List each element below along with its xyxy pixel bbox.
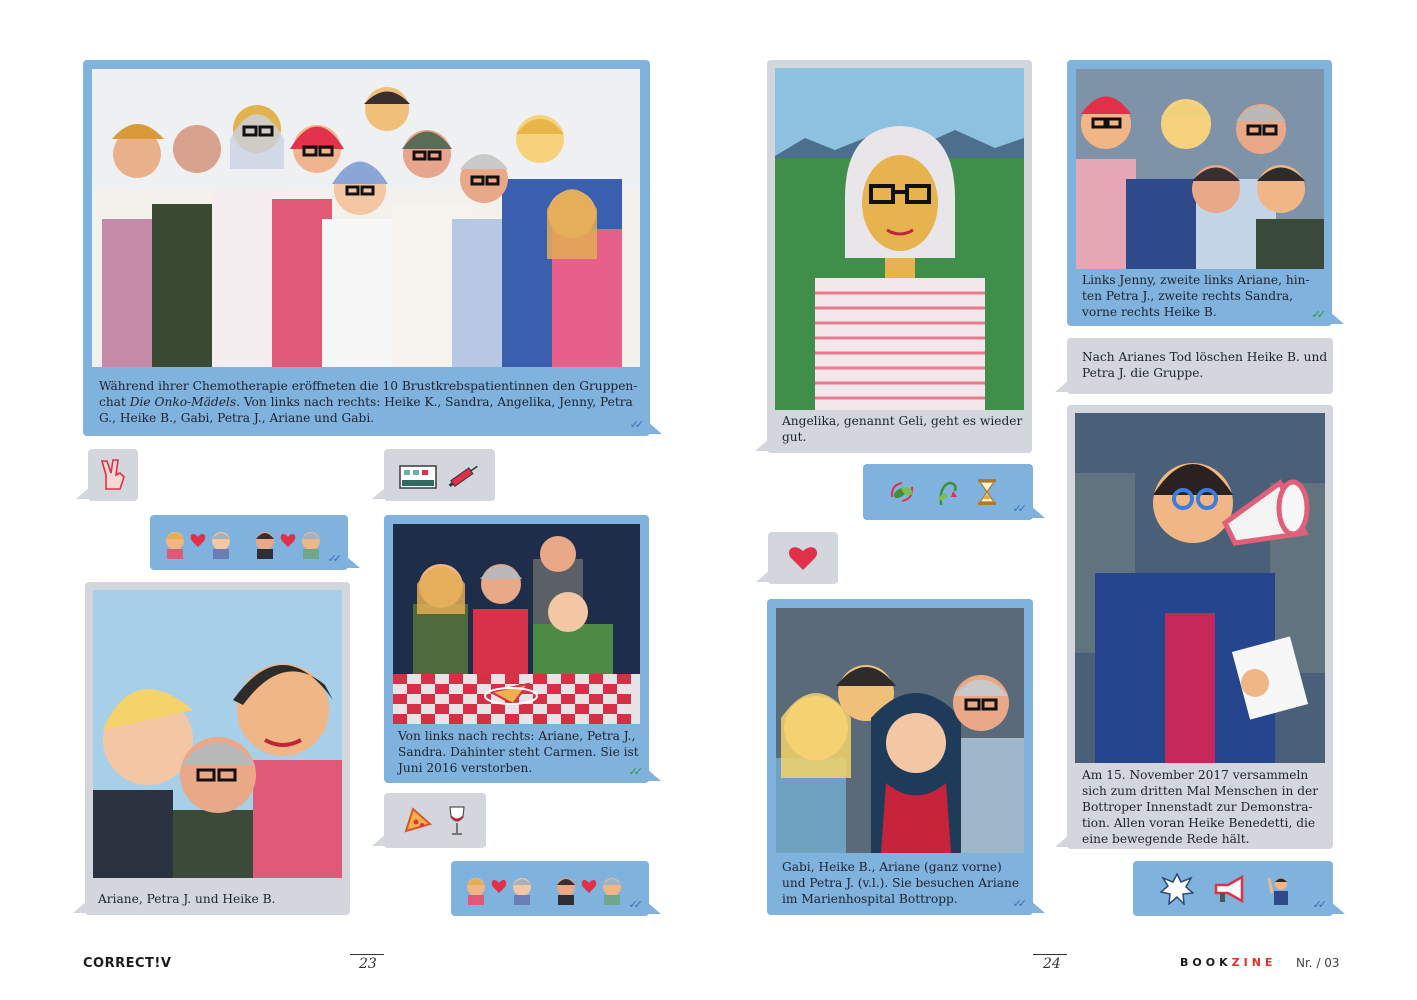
ariane-trio-caption: Ariane, Petra J. und Heike B. — [98, 892, 276, 906]
heart-icon — [768, 532, 838, 584]
demonstration-caption — [1082, 767, 1318, 847]
correctiv-logo: CORRECT!V — [83, 956, 172, 971]
read-checkmark-icon: ✓✓ — [327, 552, 338, 565]
caption-line: Während ihrer Chemotherapie eröffneten die 10 Brustkrebspatientinnen den Gruppen- — [99, 379, 638, 393]
jenny-group-message[interactable] — [1067, 60, 1332, 326]
anger-burst-icon — [1160, 873, 1194, 905]
caption-line: sich zum dritten Mal Menschen in der — [1082, 784, 1319, 798]
caption-line: Von links nach rechts: Ariane, Petra J., — [398, 729, 636, 743]
angelika-illustration — [775, 68, 1024, 410]
dinner-photo-message[interactable] — [384, 515, 649, 783]
hospital-visit-illustration — [776, 608, 1024, 853]
caption-line: tion. Allen voran Heike Benedetti, die — [1082, 816, 1316, 830]
cycle-leaves-icon — [887, 477, 917, 507]
hospital-visit-message[interactable] — [767, 599, 1033, 915]
chat-name: Die Onko-Mädels — [129, 395, 237, 409]
caption-line: ten Petra J., zweite rechts Sandra, — [1082, 289, 1294, 303]
group-illustration — [92, 69, 640, 367]
couple-heart-icon — [159, 527, 237, 559]
read-checkmark-icon: ✓✓ — [1012, 502, 1023, 515]
hourglass-icon — [975, 477, 999, 507]
couple-heart-icon — [550, 873, 628, 905]
couple-heart-icon — [249, 527, 327, 559]
wine-glass-icon — [447, 805, 467, 837]
hospital-icon — [398, 460, 438, 490]
read-checkmark-icon: ✓✓ — [1311, 308, 1322, 321]
bookzine-logo-zine: ZINE — [1231, 956, 1277, 969]
recycle-leaves-message[interactable] — [863, 464, 1033, 520]
caption-line: Angelika, genannt Geli, geht es wieder — [782, 414, 1023, 428]
emoji-row — [863, 464, 1023, 520]
emoji-row — [1133, 861, 1321, 916]
hospital-visit-caption — [782, 859, 1019, 907]
caption-line: vorne rechts Heike B. — [1082, 305, 1217, 319]
group-deleted-message[interactable] — [1067, 338, 1333, 394]
caption-line: Am 15. November 2017 versammeln — [1082, 768, 1309, 782]
bookzine-logo-book: BOOK — [1180, 956, 1232, 969]
page-number-rule — [350, 954, 384, 955]
ariane-trio-message[interactable] — [85, 582, 350, 915]
pizza-wine-message[interactable] — [384, 793, 486, 848]
emoji-row — [451, 861, 637, 916]
caption-text: chat — [99, 395, 130, 409]
pizza-icon — [403, 806, 433, 836]
group-deleted-caption — [1082, 349, 1327, 381]
caption-line: Sandra. Dahinter steht Carmen. Sie ist — [398, 745, 639, 759]
group-photo-caption — [99, 378, 639, 426]
wilted-flower-icon — [931, 477, 961, 507]
read-checkmark-icon: ✓✓ — [629, 418, 640, 431]
emoji-row — [150, 515, 336, 570]
couples-message-1[interactable] — [150, 515, 348, 570]
group-photo-message[interactable] — [83, 60, 650, 436]
victory-message[interactable] — [88, 449, 138, 501]
dinner-illustration — [393, 524, 640, 724]
issue-number: Nr. / 03 — [1296, 956, 1340, 970]
caption-line: Links Jenny, zweite links Ariane, hin- — [1082, 273, 1310, 287]
caption-line: Gabi, Heike B., Ariane (ganz vorne) — [782, 860, 1002, 874]
hospital-syringe-message[interactable] — [384, 449, 495, 501]
caption-line: Juni 2016 verstorben. — [398, 761, 533, 775]
victory-hand-icon — [88, 449, 138, 501]
read-checkmark-icon: ✓✓ — [628, 765, 639, 778]
demonstration-message[interactable] — [1067, 405, 1333, 849]
read-checkmark-icon: ✓✓ — [628, 898, 639, 911]
caption-line: im Marienhospital Bottropp. — [782, 892, 958, 906]
caption-line: Bottroper Innenstadt zur Demonstra- — [1082, 800, 1313, 814]
raised-hand-woman-icon — [1266, 873, 1294, 905]
page-number-left: 23 — [359, 956, 377, 972]
jenny-group-illustration — [1076, 69, 1324, 269]
demonstration-illustration — [1075, 413, 1325, 763]
protest-message[interactable] — [1133, 861, 1333, 916]
caption-line: gut. — [782, 430, 807, 444]
caption-line: und Petra J. (v.l.). Sie besuchen Ariane — [782, 876, 1020, 890]
page-number-right: 24 — [1043, 956, 1061, 972]
emoji-row — [384, 449, 495, 501]
caption-line: G., Heike B., Gabi, Petra J., Ariane und Gabi. — [99, 411, 375, 425]
caption-line — [99, 394, 639, 410]
dinner-caption — [398, 728, 639, 776]
megaphone-icon — [1212, 873, 1248, 905]
caption-line: Nach Arianes Tod löschen Heike B. und — [1082, 350, 1328, 364]
couple-heart-icon — [460, 873, 538, 905]
bookzine-logo — [1180, 956, 1276, 969]
emoji-row — [384, 793, 486, 848]
heart-message[interactable] — [768, 532, 838, 584]
jenny-group-caption — [1082, 272, 1310, 320]
page-number-rule — [1033, 954, 1067, 955]
ariane-trio-illustration — [93, 590, 342, 878]
caption-line: eine bewegende Rede hält. — [1082, 832, 1250, 846]
angelika-message[interactable] — [767, 60, 1032, 453]
caption-text: . Von links nach rechts: Heike K., Sandra, Angelika, Jenny, Petra — [236, 395, 633, 409]
read-checkmark-icon: ✓✓ — [1312, 898, 1323, 911]
caption-line: Petra J. die Gruppe. — [1082, 366, 1204, 380]
couples-message-2[interactable] — [451, 861, 649, 916]
read-checkmark-icon: ✓✓ — [1012, 897, 1023, 910]
syringe-icon — [446, 460, 482, 490]
angelika-caption — [782, 413, 1022, 445]
